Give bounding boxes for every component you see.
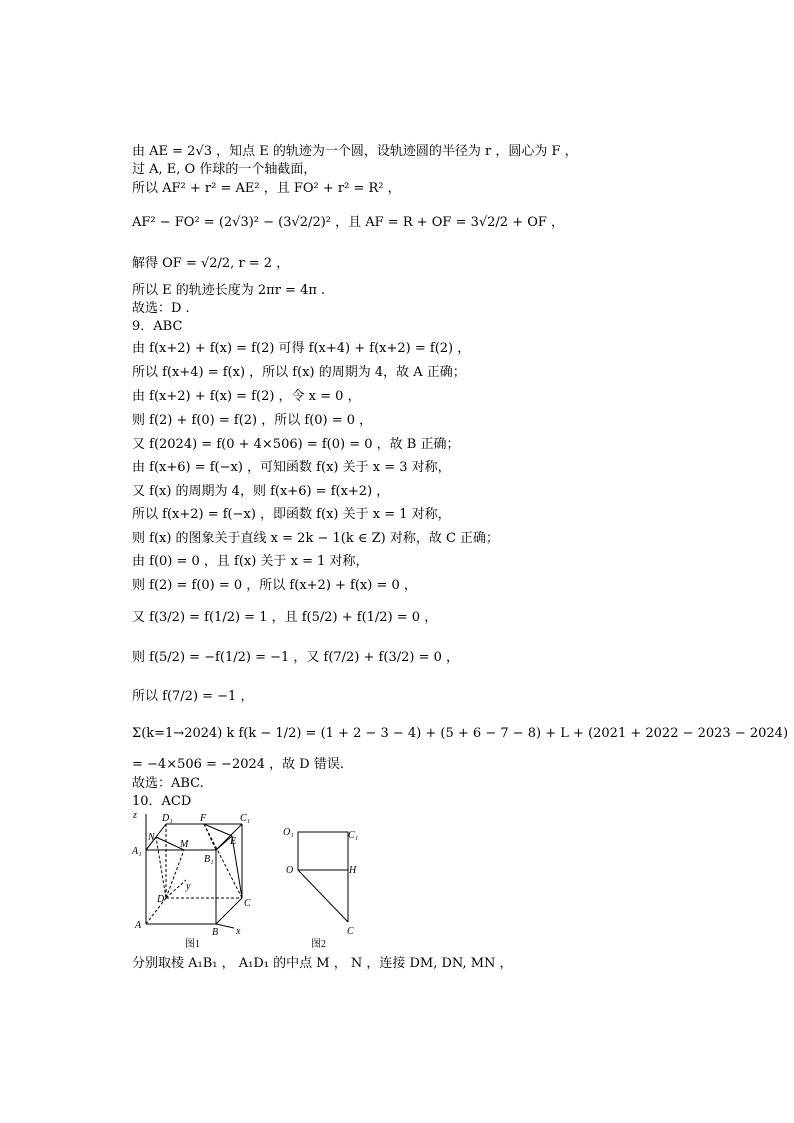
- line-22: 所以 f(7/2) = −1 ，: [132, 689, 254, 704]
- line-7: 故选：D .: [132, 301, 190, 316]
- svg-text:F: F: [200, 813, 207, 824]
- svg-text:x: x: [236, 926, 241, 937]
- svg-text:C: C: [244, 898, 251, 909]
- svg-text:B: B: [212, 927, 219, 938]
- svg-text:z: z: [133, 810, 137, 821]
- line-9: 由 f(x+2) + f(x) = f(2) 可得 f(x+4) + f(x+2) = f(2) ，: [132, 341, 471, 356]
- figure-1: [128, 810, 258, 952]
- svg-text:N: N: [148, 832, 155, 843]
- svg-text:A: A: [135, 920, 142, 931]
- line-12: 则 f(2) + f(0) = f(2) ，所以 f(0) = 0 ，: [132, 413, 373, 428]
- line-20: 又 f(3/2) = f(1/2) = 1 ，且 f(5/2) + f(1/2) = 0 ，: [132, 610, 438, 625]
- line-13: 又 f(2024) = f(0 + 4×506) = f(0) = 0 ，故 B 正确；: [132, 437, 460, 452]
- line-14: 由 f(x+6) = f(−x) ，可知函数 f(x) 关于 x = 3 对称，: [132, 460, 451, 475]
- line-5: 解得 OF = √2/2, r = 2 ，: [132, 256, 290, 271]
- line-27: 分别取棱 A₁B₁ ， A₁D₁ 的中点 M ， N ，连接 DM, DN, MN ，: [132, 956, 513, 971]
- figure-2: [282, 820, 372, 952]
- svg-text:O₁: O₁: [283, 827, 294, 838]
- svg-text:A₁: A₁: [132, 846, 142, 857]
- svg-text:C₁: C₁: [240, 813, 251, 824]
- line-16: 所以 f(x+2) = f(−x) ，即函数 f(x) 关于 x = 1 对称，: [132, 507, 451, 522]
- svg-text:D₁: D₁: [162, 813, 173, 824]
- svg-text:B₁: B₁: [204, 854, 214, 865]
- svg-text:H: H: [349, 865, 357, 876]
- svg-text:C₁: C₁: [348, 830, 359, 841]
- line-23: Σ(k=1→2024) k f(k − 1/2) = (1 + 2 − 3 − 4) + (5 + 6 − 7 − 8) + L + (2021 + 2022 − 2023 − 2024): [132, 726, 789, 741]
- svg-text:y: y: [186, 881, 191, 892]
- line-26: 10．ACD: [132, 794, 192, 809]
- line-6: 所以 E 的轨迹长度为 2πr = 4π .: [132, 283, 326, 298]
- line-8: 9．ABC: [132, 319, 183, 334]
- line-1: 由 AE = 2√3 ，知点 E 的轨迹为一个圆，设轨迹圆的半径为 r ，圆心为 F ，: [132, 144, 578, 159]
- figure-1-caption: 图1: [185, 939, 200, 950]
- figure-2-caption: 图2: [311, 939, 326, 950]
- line-19: 则 f(2) = f(0) = 0 ，所以 f(x+2) + f(x) = 0 ，: [132, 578, 417, 593]
- line-3: 所以 AF² + r² = AE² ，且 FO² + r² = R² ，: [132, 181, 401, 196]
- svg-text:M: M: [180, 839, 189, 850]
- line-2: 过 A, E, O 作球的一个轴截面，: [132, 162, 317, 177]
- line-21: 则 f(5/2) = −f(1/2) = −1 ，又 f(7/2) + f(3/2) = 0 ，: [132, 650, 459, 665]
- line-10: 所以 f(x+4) = f(x) ，所以 f(x) 的周期为 4，故 A 正确；: [132, 365, 466, 380]
- svg-text:O: O: [286, 865, 294, 876]
- svg-text:D: D: [157, 894, 165, 905]
- line-18: 由 f(0) = 0 ，且 f(x) 关于 x = 1 对称，: [132, 554, 369, 569]
- svg-text:C: C: [347, 926, 354, 937]
- svg-text:E: E: [230, 836, 237, 847]
- line-24: = −4×506 = −2024 ，故 D 错误.: [132, 757, 344, 772]
- line-15: 又 f(x) 的周期为 4，则 f(x+6) = f(x+2) ，: [132, 484, 390, 499]
- line-17: 则 f(x) 的图象关于直线 x = 2k − 1(k ∈ Z) 对称，故 C 正确；: [132, 531, 500, 546]
- line-25: 故选：ABC.: [132, 776, 204, 791]
- line-4: AF² − FO² = (2√3)² − (3√2/2)² ，且 AF = R + OF = 3√2/2 + OF ，: [132, 215, 565, 230]
- line-11: 由 f(x+2) + f(x) = f(2) ，令 x = 0 ，: [132, 389, 361, 404]
